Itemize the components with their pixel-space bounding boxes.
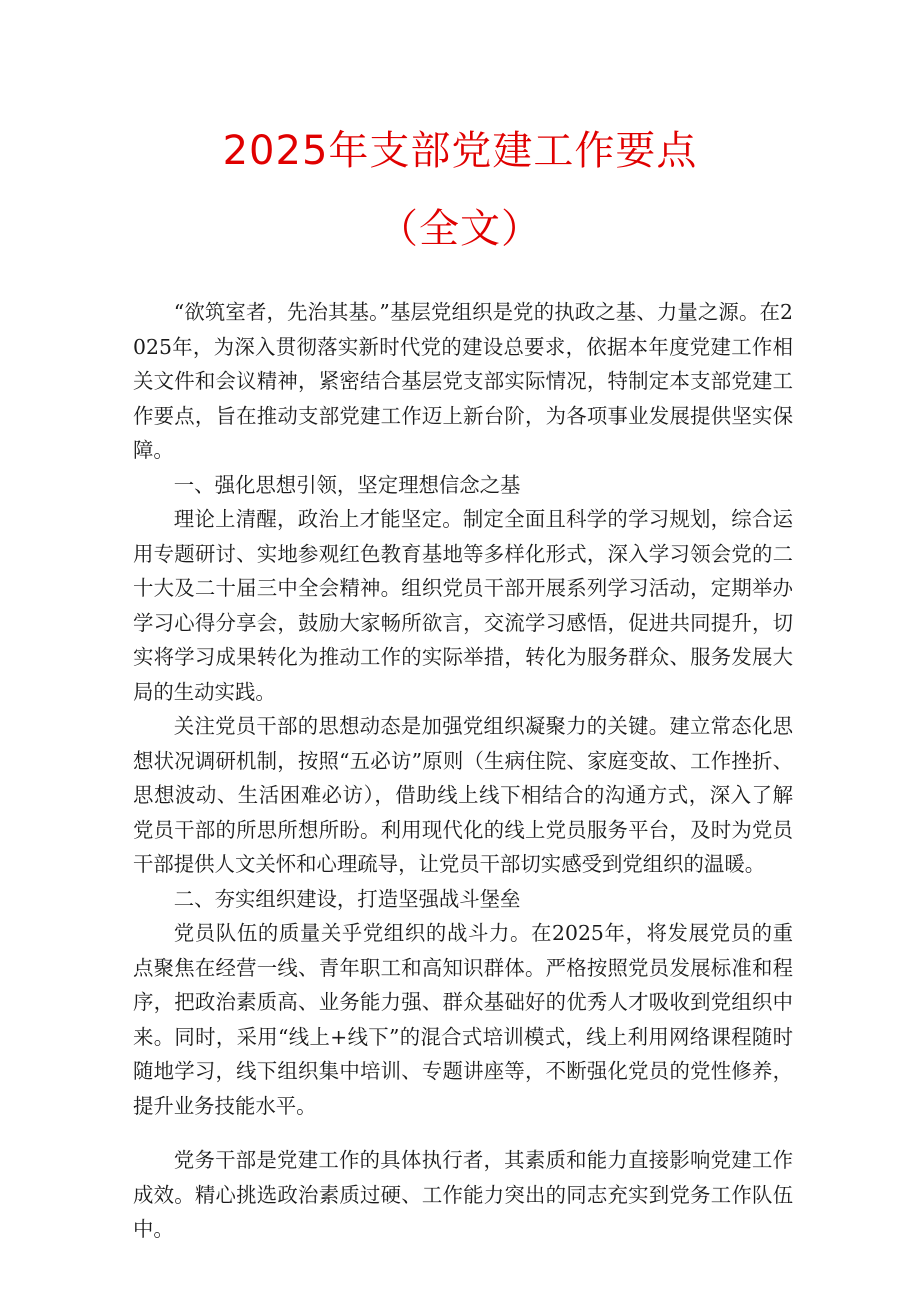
paragraph-intro: “欲筑室者，先治其基。”基层党组织是党的执政之基、力量之源。在2025年，为深入贯彻落实新时代党的建设总要求，依据本年度党建工作相关文件和会议精神，紧密结合基层党支部实际情况，特制定本支部党建工作要点，旨在推动支部党建工作迈上新台阶，为各项事业发展提供坚实保障。 xyxy=(133,300,793,462)
document-subtitle: （全文） xyxy=(378,206,542,252)
paragraph-theory: 理论上清醒，政治上才能坚定。制定全面且科学的学习规划，综合运用专题研讨、实地参观红色教育基地等多样化形式，深入学习领会党的二十大及二十届三中全会精神。组织党员干部开展系列学习活动，定期举办学习心得分享会，鼓励大家畅所欲言，交流学习感悟，促进共同提升，切实将学习成果转化为推动工作的实际举措，转化为服务群众、服务发展大局的生动实践。 xyxy=(133,507,793,704)
paragraph-thought-dynamics: 关注党员干部的思想动态是加强党组织凝聚力的关键。建立常态化思想状况调研机制，按照“五必访”原则（生病住院、家庭变故、工作挫折、思想波动、生活困难必访），借助线上线下相结合的沟通方式，深入了解党员干部的所思所想所盼。利用现代化的线上党员服务平台，及时为党员干部提供人文关怀和心理疏导，让党员干部切实感受到党组织的温暖。 xyxy=(133,714,793,876)
document-title: 2025年支部党建工作要点 xyxy=(222,128,698,174)
section-heading-1: 一、强化思想引领，坚定理想信念之基 xyxy=(173,472,521,497)
document-body xyxy=(133,295,793,1247)
paragraph-member-quality: 党员队伍的质量关乎党组织的战斗力。在2025年，将发展党员的重点聚焦在经营一线、青年职工和高知识群体。严格按照党员发展标准和程序，把政治素质高、业务能力强、群众基础好的优秀人才吸收到党组织中来。同时，采用“线上+线下”的混合式培训模式，线上利用网络课程随时随地学习，线下组织集中培训、专题讲座等，不断强化党员的党性修养，提升业务技能水平。 xyxy=(133,921,793,1118)
paragraph-party-cadres: 党务干部是党建工作的具体执行者，其素质和能力直接影响党建工作成效。精心挑选政治素质过硬、工作能力突出的同志充实到党务工作队伍中。 xyxy=(133,1148,793,1241)
section-heading-2: 二、夯实组织建设，打造坚强战斗堡垒 xyxy=(173,886,521,911)
